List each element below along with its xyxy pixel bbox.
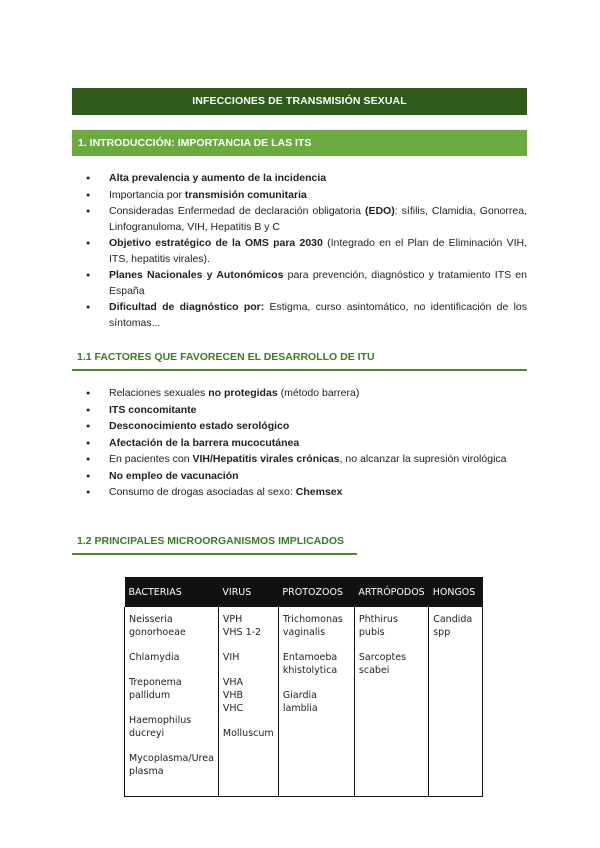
- protozoos-column: [278, 607, 354, 797]
- item-emphasis: Desconocimiento estado serológico: [109, 420, 290, 432]
- item-text: Estigma, curso asintomático, no identificación de los síntomas...: [109, 301, 527, 329]
- item-text: para prevención, diagnóstico y tratamiento ITS en España: [109, 269, 527, 297]
- header-hongos: HONGOS: [429, 577, 483, 607]
- item-text: Consideradas Enfermedad de declaración obligatoria: [109, 205, 365, 217]
- item-emphasis: Alta prevalencia y aumento de la incidencia: [109, 172, 327, 184]
- item-emphasis: Objetivo estratégico de la OMS para 2030: [109, 237, 323, 249]
- header-artropodos: ARTRÓPODOS: [354, 577, 428, 607]
- item-emphasis: transmisión comunitaria: [184, 188, 307, 201]
- bacterias-column: [125, 607, 219, 797]
- hongos-column: [429, 607, 483, 797]
- item-emphasis: Planes Nacionales y Autonómicos: [109, 269, 284, 281]
- item-text: : sífilis, Clamidia, Gonorrea, Linfogranuloma, VIH, Hepatitis B y C: [109, 205, 527, 233]
- item-text: (método barrera): [277, 387, 360, 399]
- protozoo-entry: Trichomonas vaginalis: [282, 614, 343, 638]
- artropodo-entry: Phthirus pubis: [358, 614, 398, 638]
- hongo-entry: Candida spp: [433, 614, 473, 638]
- item-emphasis: No empleo de vacunación: [109, 469, 239, 482]
- list-item: [83, 171, 527, 187]
- list-item: [83, 436, 527, 452]
- item-emphasis: Afectación de la barrera mucocutánea: [109, 436, 300, 449]
- list-item: [83, 469, 527, 485]
- item-emphasis: Dificultad de diagnóstico por:: [109, 301, 265, 313]
- microorganisms-table: [124, 577, 483, 797]
- artropodo-entry: Sarcoptes scabei: [358, 652, 407, 676]
- item-emphasis: Chemsex: [295, 486, 343, 498]
- virus-entry: VHS 1-2: [222, 627, 262, 638]
- protozoo-entry: Giardia lamblia: [282, 690, 318, 714]
- virus-entry: Molluscum: [222, 728, 274, 739]
- section-1-1-list: [83, 386, 527, 502]
- bacteria-entry: Mycoplasma/Urea plasma: [129, 753, 214, 777]
- header-bacterias: BACTERIAS: [125, 577, 219, 607]
- bacteria-entry: Haemophilus ducreyi: [129, 715, 192, 739]
- item-emphasis: ITS concomitante: [109, 403, 197, 416]
- virus-entry: VHA: [222, 677, 244, 688]
- list-item: [83, 204, 527, 235]
- bacteria-entry: Treponema pallidum: [129, 677, 182, 701]
- virus-entry: VHC: [222, 703, 244, 714]
- item-text: , no alcanzar la supresión virológica: [339, 453, 507, 465]
- list-item: [83, 452, 527, 468]
- header-protozoos: PROTOZOOS: [278, 577, 354, 607]
- header-virus: VIRUS: [218, 577, 278, 607]
- section-1-2-heading: 1.2 PRINCIPALES MICROORGANISMOS IMPLICADOS: [72, 535, 357, 555]
- protozoo-entry: Entamoeba khistolytica: [282, 652, 338, 676]
- virus-entry: VHB: [222, 690, 244, 701]
- list-item: [83, 419, 527, 435]
- item-emphasis: VIH/Hepatitis virales crónicas: [192, 453, 340, 465]
- list-item: [83, 188, 527, 204]
- table-body-row: [125, 607, 483, 797]
- bacteria-entry: Neisseria gonorhoeae: [129, 614, 186, 638]
- virus-entry: VIH: [222, 652, 240, 663]
- virus-entry: VPH: [222, 614, 243, 625]
- section-1-heading: 1. INTRODUCCIÓN: IMPORTANCIA DE LAS ITS: [72, 130, 527, 156]
- item-emphasis: no protegidas: [208, 387, 278, 399]
- list-item: [83, 485, 527, 501]
- section-1-list: [83, 171, 527, 332]
- item-emphasis: (EDO): [364, 205, 395, 217]
- item-text: Consumo de drogas asociadas al sexo:: [109, 486, 296, 498]
- virus-column: [218, 607, 278, 797]
- list-item: [83, 386, 527, 402]
- list-item: [83, 403, 527, 419]
- list-item: [83, 236, 527, 267]
- artropodos-column: [354, 607, 428, 797]
- list-item: [83, 268, 527, 299]
- item-text: (Integrado en el Plan de Eliminación VIH, ITS, hepatitis virales).: [109, 237, 527, 265]
- bacteria-entry: Chlamydia: [129, 652, 180, 663]
- item-text: Relaciones sexuales: [109, 387, 209, 399]
- item-text: En pacientes con: [109, 453, 193, 465]
- section-1-1-heading: 1.1 FACTORES QUE FAVORECEN EL DESARROLLO DE ITU: [72, 351, 527, 371]
- item-text: Importancia por: [109, 188, 185, 201]
- list-item: [83, 300, 527, 331]
- table-header-row: [125, 577, 483, 607]
- document-title: INFECCIONES DE TRANSMISIÓN SEXUAL: [72, 88, 527, 115]
